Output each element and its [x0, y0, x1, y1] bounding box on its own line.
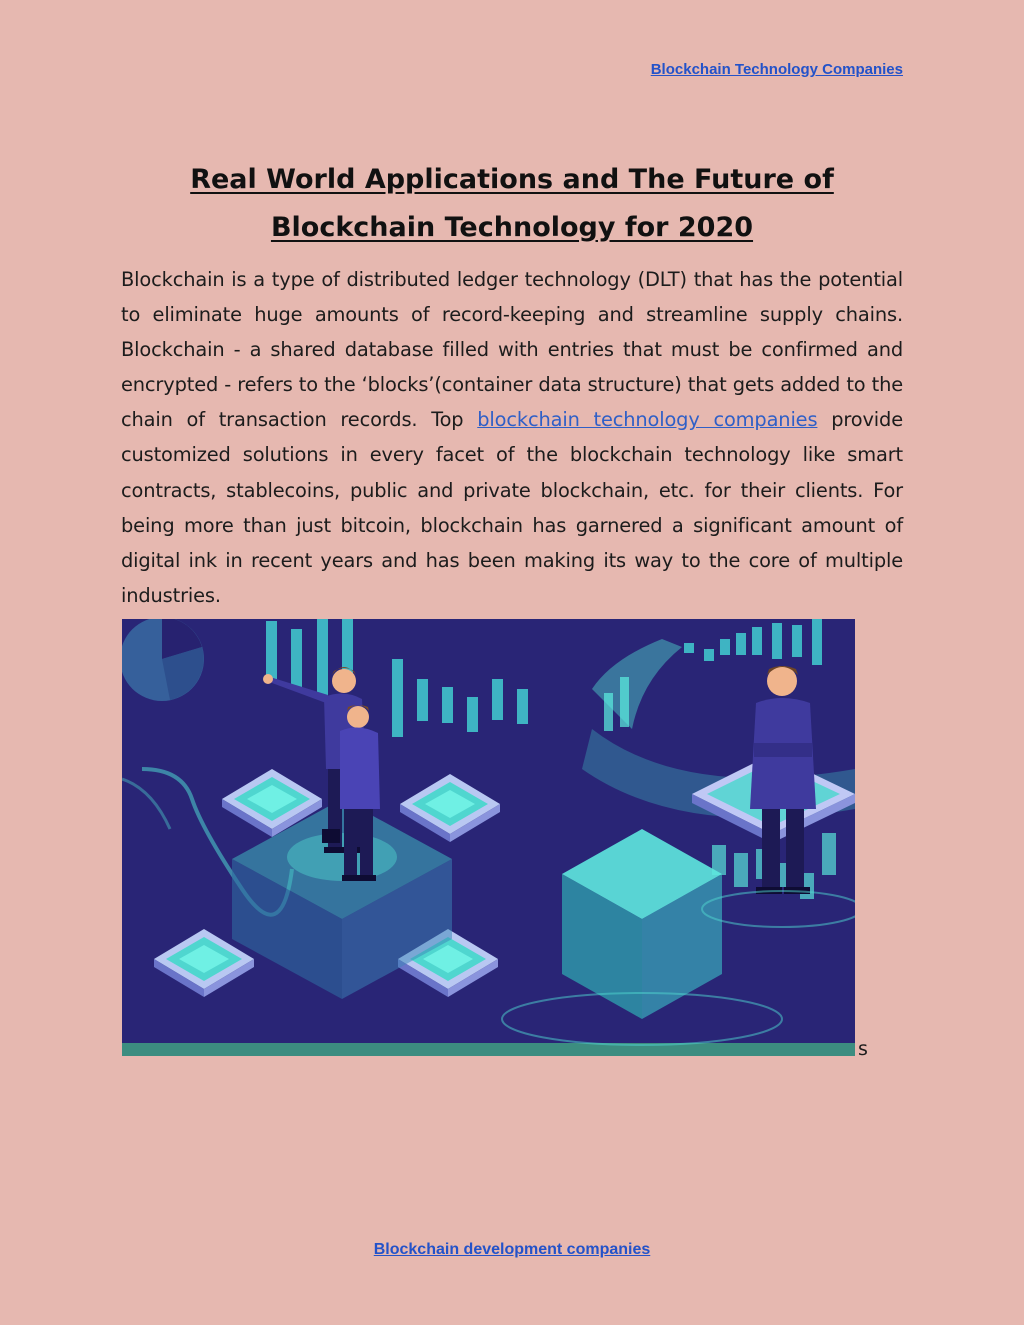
blockchain-illustration — [122, 619, 855, 1056]
header-link-blockchain-technology-companies[interactable]: Blockchain Technology Companies — [650, 61, 903, 78]
article-paragraph — [121, 262, 903, 613]
inline-link-blockchain-technology-companies[interactable]: blockchain technology companies — [477, 408, 818, 432]
footer-link-container — [0, 1241, 1024, 1259]
title-line-2: Blockchain Technology for 2020 — [270, 212, 754, 243]
stray-character: s — [858, 1038, 868, 1060]
paragraph-text-after-link: provide customized solutions in every facet of the blockchain technology like smart contracts, stablecoins, public and private blockchain, etc. for their clients. For being more than just bitcoin, blockchain has garnered a significant amount of digital ink in recent years and has been making its way to the core of multiple industries. — [121, 408, 903, 607]
title-line-1: Real World Applications and The Future of — [190, 164, 834, 195]
paragraph-text-before-link: Blockchain is a type of distributed ledger technology (DLT) that has the potential to eliminate huge amounts of record-keeping and streamline supply chains. Blockchain - a shared database filled with entries that must be confirmed and encrypted - refers to the ‘blocks’(container data structure) that gets added to the chain of transaction records. Top — [121, 268, 903, 432]
article-title — [121, 156, 903, 252]
footer-link-blockchain-development-companies[interactable]: Blockchain development companies — [373, 1241, 651, 1258]
